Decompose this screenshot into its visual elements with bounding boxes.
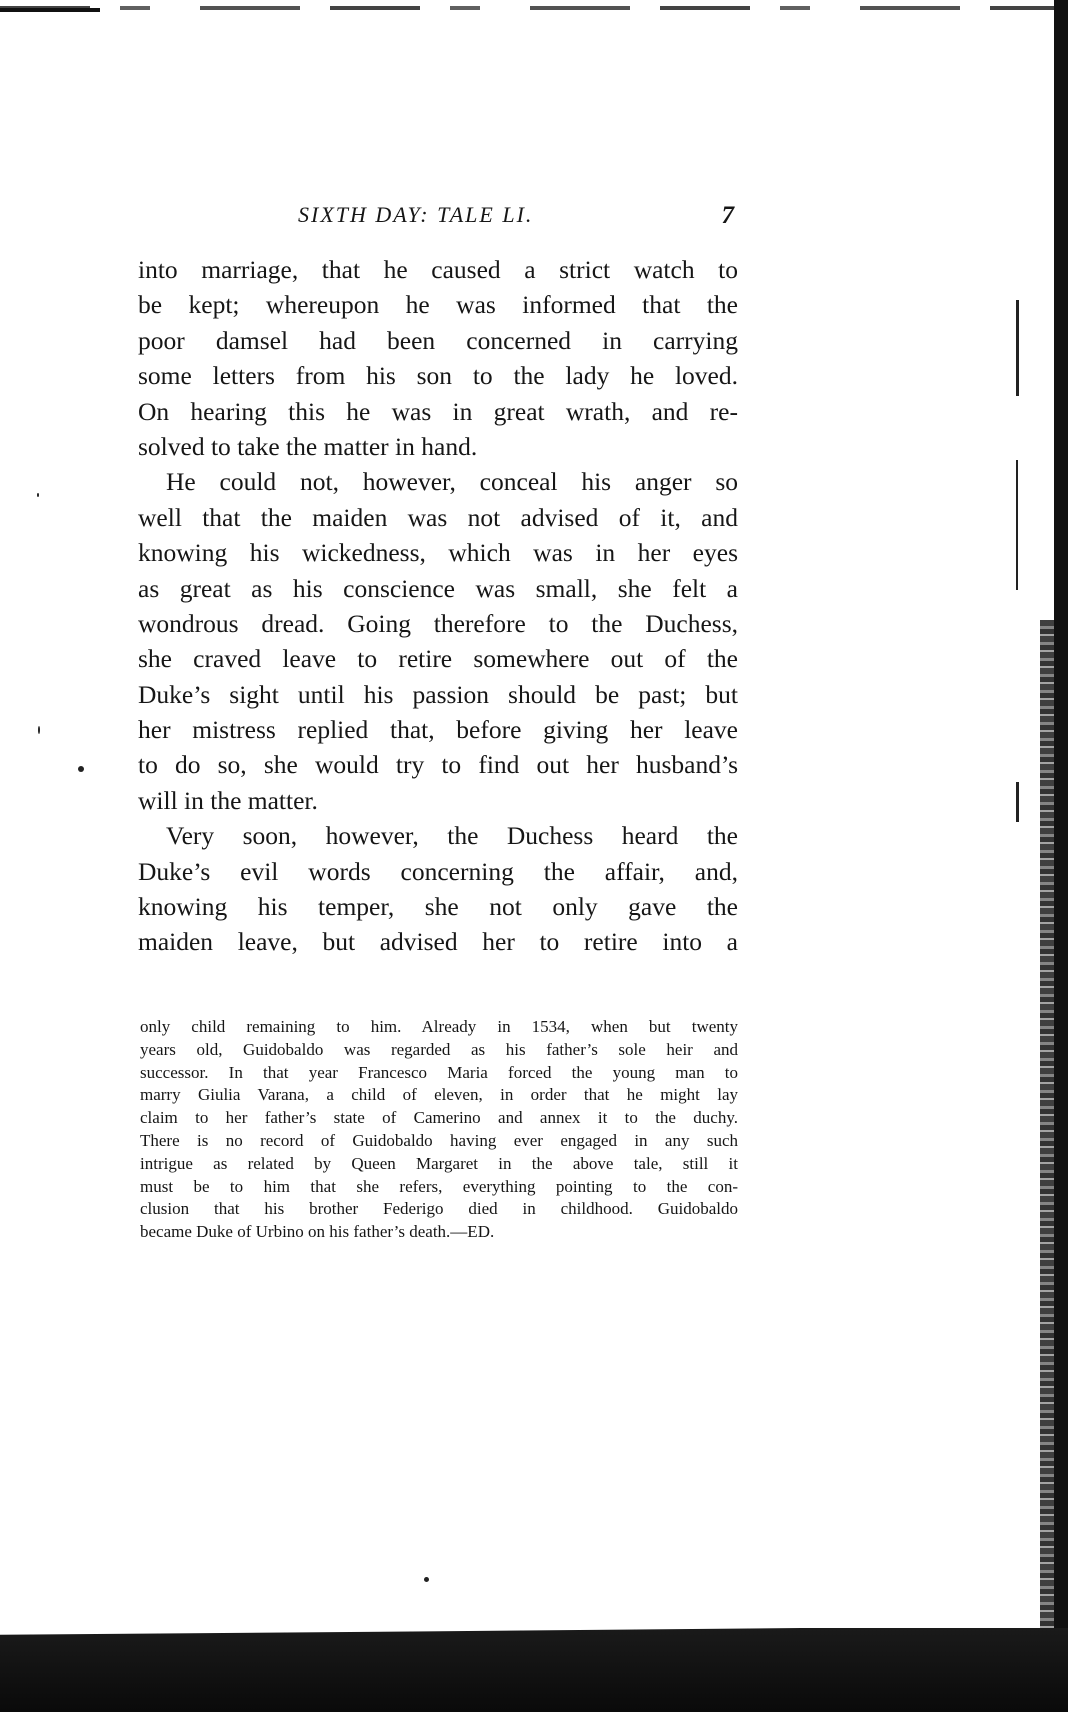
text-line: into marriage, that he caused a strict watch to bbox=[138, 255, 738, 284]
text-line: knowing his wickedness, which was in her eyes bbox=[138, 538, 738, 568]
footnote-line: clusion that his brother Federigo died in childhood. Guidobaldo bbox=[140, 1199, 738, 1219]
text-line: she craved leave to retire somewhere out of the bbox=[138, 644, 738, 674]
scan-right-mark bbox=[1016, 782, 1019, 822]
scan-right-mark bbox=[1016, 460, 1018, 590]
footnote-line: marry Giulia Varana, a child of eleven, in order that he might lay bbox=[140, 1085, 738, 1105]
scan-speck bbox=[38, 726, 40, 734]
footnote-line: years old, Guidobaldo was regarded as his father’s sole heir and bbox=[140, 1039, 738, 1059]
text-line: Very soon, however, the Duchess heard the bbox=[166, 821, 738, 851]
footnote-line: claim to her father’s state of Camerino and annex it to the duchy. bbox=[140, 1108, 738, 1128]
footnote-line: only child remaining to him. Already in 1534, when but twenty bbox=[140, 1017, 738, 1036]
text-line: her mistress replied that, before giving her leave bbox=[138, 715, 738, 745]
text-line: knowing his temper, she not only gave the bbox=[138, 892, 738, 922]
footnote-line: There is no record of Guidobaldo having ever engaged in any such bbox=[140, 1130, 738, 1150]
text-line: as great as his conscience was small, she felt a bbox=[138, 573, 738, 603]
text-line: will in the matter. bbox=[138, 785, 318, 815]
text-line: Duke’s sight until his passion should be past; but bbox=[138, 679, 738, 709]
footnote-line: became Duke of Urbino on his father’s death.—ED. bbox=[140, 1222, 495, 1242]
scan-right-strip bbox=[1040, 620, 1054, 1710]
scan-right-edge bbox=[1054, 0, 1068, 1712]
text-line: Duke’s evil words concerning the affair, and, bbox=[138, 856, 738, 886]
text-line: well that the maiden was not advised of it, and bbox=[138, 502, 738, 532]
scan-top-rule-left bbox=[0, 8, 100, 12]
footnote-line: intrigue as related by Queen Margaret in the above tale, still it bbox=[140, 1153, 738, 1173]
footnote-line: must be to him that she refers, everything pointing to the con- bbox=[140, 1176, 738, 1196]
text-line: be kept; whereupon he was informed that the bbox=[138, 290, 738, 320]
text-line: to do so, she would try to find out her husband’s bbox=[138, 750, 738, 780]
text-line: some letters from his son to the lady he loved. bbox=[138, 361, 738, 391]
text-line: solved to take the matter in hand. bbox=[138, 431, 478, 461]
running-head bbox=[138, 202, 738, 242]
page-number: 7 bbox=[721, 202, 734, 229]
text-line: wondrous dread. Going therefore to the Duchess, bbox=[138, 608, 738, 638]
scan-speck bbox=[78, 766, 84, 772]
scan-speck bbox=[424, 1577, 429, 1582]
running-title: SIXTH DAY: TALE LI. bbox=[298, 202, 534, 227]
body-text bbox=[138, 252, 738, 960]
text-line: On hearing this he was in great wrath, and re- bbox=[138, 396, 738, 426]
scan-right-mark bbox=[1016, 300, 1019, 396]
text-line: He could not, however, conceal his anger so bbox=[166, 467, 738, 497]
footnote bbox=[140, 1016, 738, 1244]
scan-speck bbox=[37, 493, 39, 497]
text-line: maiden leave, but advised her to retire into a bbox=[138, 927, 738, 957]
text-line: poor damsel had been concerned in carrying bbox=[138, 325, 738, 355]
scan-bottom-band bbox=[0, 1628, 1068, 1712]
scan-top-rule bbox=[0, 6, 1068, 10]
footnote-line: successor. In that year Francesco Maria forced the young man to bbox=[140, 1062, 738, 1082]
